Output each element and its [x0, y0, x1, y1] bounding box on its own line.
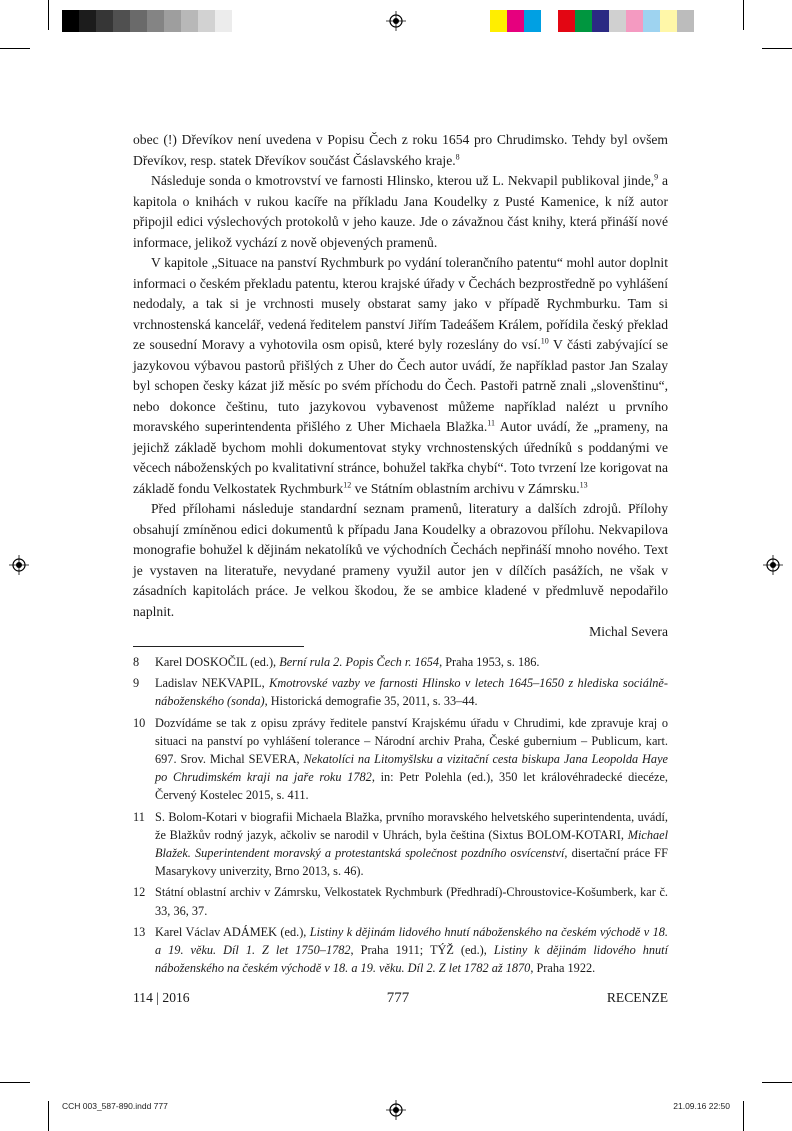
- color-swatch: [524, 10, 541, 32]
- gray-swatch: [96, 10, 113, 32]
- color-swatch: [490, 10, 507, 32]
- color-swatch: [677, 10, 694, 32]
- footnote-ref[interactable]: 10: [540, 336, 549, 346]
- footnote: [133, 714, 668, 805]
- file-slug: CCH 003_587-890.indd 777: [62, 1101, 168, 1111]
- paragraph: [133, 171, 668, 253]
- footnote-number: 11: [133, 809, 145, 824]
- paragraph-text: V části zabývající se jazykovou výbavou pastorů přišlých z Uher do Čech autor uvádí, že například pastor Jan Szalay byl schopen česky kázat již měsíc po svém příchodu do Čech. Pastoři patrně znali „slovenštinu“, nebo dokonce češtinu, tuto jazykovou vybavenost můžeme například nalézt u prvního moravského superintendenta přišlého z Uher Michaela Blažka.: [133, 337, 668, 434]
- section-name: RECENZE: [606, 990, 668, 1005]
- color-swatch: [609, 10, 626, 32]
- footnote: [133, 653, 668, 671]
- article-body: [133, 130, 668, 643]
- crop-mark: [48, 0, 49, 30]
- color-swatch: [626, 10, 643, 32]
- footnote-separator: [133, 646, 304, 647]
- footnote-text-run: S. Bolom-Kotari v biografii Michaela Blažka, prvního moravského helvetského superintendenta, uvádí, že Blažkův rodný jazyk, ačkoliv se narodil v Uhrách, byla čeština (Sixtus BOLOM-KOTARI,: [155, 809, 668, 842]
- color-calibration-bar: [490, 10, 694, 32]
- color-swatch: [558, 10, 575, 32]
- footnote-text-run: , Praha 1953, s. 186.: [439, 655, 540, 669]
- gray-swatch: [130, 10, 147, 32]
- registration-mark-icon: [763, 555, 783, 575]
- footnote-title: Nekatolíci na Litomyšlsku a vizitační cesta biskupa Jana Leopolda Haye po Chrudimském kraji na jaře roku 1782: [155, 752, 668, 785]
- footnote-text-run: Karel Václav ADÁMEK (ed.),: [155, 924, 310, 939]
- footnote-number: 12: [133, 885, 146, 900]
- footnote-title: Berní rula 2. Popis Čech r. 1654: [279, 655, 440, 669]
- crop-mark: [48, 1101, 49, 1131]
- gray-swatch: [113, 10, 130, 32]
- paragraph-text: a kapitola o knihách v rukou kacíře na příkladu Jana Koudelky z Pusté Kamenice, k níž autor připojil edici výslechových protokolů v jeho kauze. Jde o závažnou část knihy, která přináší nové informace, jelikož vychází z nově objevených pramenů.: [133, 173, 668, 250]
- author-signature: Michal Severa: [589, 624, 668, 639]
- color-swatch: [592, 10, 609, 32]
- footnote: [133, 808, 668, 881]
- crop-mark: [0, 1082, 30, 1083]
- footnote-number: 9: [133, 676, 140, 691]
- gray-swatch: [215, 10, 232, 32]
- registration-mark-icon: [386, 1100, 406, 1120]
- footnote-text-run: , disertační práce FF Masarykovy univerzity, Brno 2013, s. 46).: [155, 846, 668, 879]
- footnote-text-run: , Historická demografie 35, 2011, s. 33–44.: [264, 694, 478, 709]
- gray-swatch: [62, 10, 79, 32]
- crop-mark: [762, 1082, 792, 1083]
- gray-swatch: [198, 10, 215, 32]
- paragraph-text: Autor uvádí, že „prameny, na jejichž základě bychom mohli dokumentovat styky vrchnostenských úředníků s poddanými ve věcech náboženských po kvalitativní stránce, bohužel takřka chybí“. Toto tvrzení lze korigovat na základě fondu Velkostatek Rychmburk: [133, 419, 669, 496]
- crop-mark: [743, 1101, 744, 1131]
- crop-mark: [743, 0, 744, 30]
- page-number: 777: [386, 990, 410, 1006]
- footnote-text-run: , in: Petr Polehla (ed.), 350 let královéhradecké diecéze, Červený Kostelec 2015, s. 411.: [155, 770, 669, 803]
- footnote-text: [155, 653, 668, 671]
- footnote-text: [155, 923, 668, 978]
- footnote-text-run: Dozvídáme se tak z opisu zprávy ředitele panství Krajskému úřadu v Chrudimi, kde zpravuje kraj o situaci na panství po vyhlášení tolerance – Národní archiv Praha, České gubernium – Publicum, kart. 697. Srov. Michal SEVERA,: [155, 715, 668, 767]
- gray-swatch: [79, 10, 96, 32]
- paragraph-text: V kapitole „Situace na panství Rychmburk po vydání tolerančního patentu“ mohl autor doplnit informaci o českém překladu patentu, kterou krajské úřady v Čechách bezprostředně po vyhlášení nedodaly, a tak si je vrchnosti musely obstarat samy jako v případě Rychmburku. Tam si vrchnostenská kancelář, vedená ředitelem panství Jiřím Tadeášem Králem, pořídila český překlad ze sousední Moravy a vyhotovila osm opisů, které byly rozeslány do vsí.: [133, 255, 668, 352]
- footnote-number: 8: [133, 655, 140, 669]
- registration-mark-icon: [386, 11, 406, 31]
- footnote-title: Kmotrovské vazby ve farnosti Hlinsko v letech 1645–1650 z hlediska sociálně-náboženského (sonda): [155, 676, 668, 709]
- color-swatch: [541, 10, 558, 32]
- footnote-number: 10: [133, 715, 146, 730]
- color-swatch: [643, 10, 660, 32]
- footnote-text-run: , Praha 1911; TÝŽ (ed.),: [350, 943, 494, 958]
- timestamp-slug: 21.09.16 22:50: [673, 1101, 730, 1111]
- crop-mark: [0, 48, 30, 49]
- issue-number: 114 | 2016: [133, 990, 190, 1005]
- paragraph: [133, 130, 668, 171]
- footnote-text: [155, 674, 668, 710]
- footnote: [133, 923, 668, 978]
- footnote-title: Michael Blažek. Superintendent moravský a protestantská společnost pozdního osvícenství: [155, 827, 668, 861]
- footnote-ref[interactable]: 11: [487, 418, 495, 428]
- footnote-text: [155, 714, 668, 805]
- color-swatch: [660, 10, 677, 32]
- footnote-number: 13: [133, 924, 146, 939]
- gray-swatch: [147, 10, 164, 32]
- footnotes: [133, 653, 668, 980]
- footnote-text-run: Karel DOSKOČIL (ed.),: [155, 655, 280, 669]
- gray-swatch: [181, 10, 198, 32]
- paragraph-text: ve Státním oblastním archivu v Zámrsku.: [351, 480, 580, 496]
- gray-swatch: [164, 10, 181, 32]
- footnote-ref[interactable]: 12: [343, 479, 352, 489]
- footnote-title: Listiny k dějinám lidového hnutí náboženského na českém východě v 18. a 19. věku. Díl 1. Z let 1750–1782: [155, 924, 668, 958]
- footnote-title: Listiny k dějinám lidového hnutí náboženského na českém východě v 18. a 19. věku. Díl 2. Z let 1782 až 1870: [155, 943, 668, 976]
- footnote-text: [155, 808, 668, 881]
- paragraph-text: Následuje sonda o kmotrovství ve farnosti Hlinsko, kterou už L. Nekvapil publikoval jinde,: [151, 173, 655, 188]
- footnote-ref[interactable]: 13: [579, 479, 588, 489]
- grayscale-calibration-bar: [62, 10, 232, 32]
- footnote-text-run: Ladislav NEKVAPIL,: [155, 676, 270, 691]
- footnote-text-run: , Praha 1922.: [530, 961, 596, 976]
- footnote: [133, 674, 668, 710]
- color-swatch: [507, 10, 524, 32]
- crop-mark: [762, 48, 792, 49]
- paragraph-text: obec (!) Dřevíkov není uvedena v Popisu Čech z roku 1654 pro Chrudimsko. Tehdy byl ovšem Dřevíkov, resp. statek Dřevíkov součást Čáslavského kraje.: [133, 132, 668, 168]
- footnote-ref[interactable]: 8: [455, 151, 460, 161]
- footnote: [133, 883, 668, 919]
- footnote-text: Státní oblastní archiv v Zámrsku, Velkostatek Rychmburk (Předhradí)-Chroustovice-Košumberk, kar č. 33, 36, 37.: [155, 885, 668, 918]
- registration-mark-icon: [9, 555, 29, 575]
- paragraph: [133, 253, 668, 499]
- paragraph: Před přílohami následuje standardní seznam pramenů, literatury a dalších zdrojů. Přílohy obsahují zmíněnou edici dokumentů k případu Jana Koudelky a obrazovou přílohu. Nekvapilova monografie bohužel k dějinám nekatolíků ve východních Čechách nepřináší mnoho nového. Text je vystaven na literatuře, nevydané prameny využil autor jen v dílčích pasážích, ne však v zásadních kapitolách práce. Je velkou škodou, že se ambice kladené v předmluvě nepodařilo naplnit.: [133, 501, 668, 619]
- color-swatch: [575, 10, 592, 32]
- footnote-ref[interactable]: 9: [654, 172, 659, 182]
